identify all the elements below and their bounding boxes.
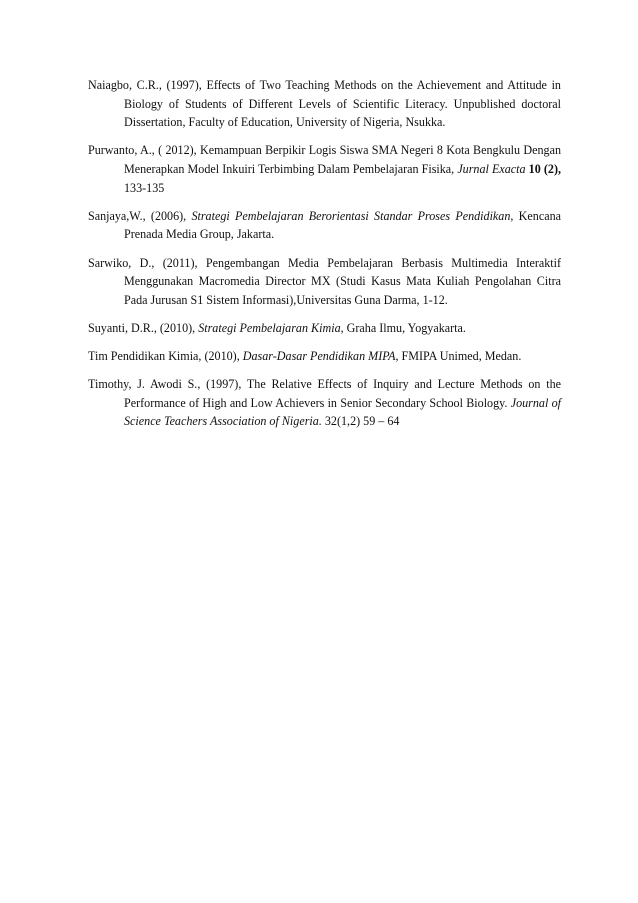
reference-journal: Journal of Science Teachers Association of Nigeria.	[124, 395, 561, 429]
reference-title: Pengembangan Media Pembelajaran Berbasis Multimedia Interaktif Menggunakan Macromedia Director MX (Studi Kasus Mata Kuliah Pengolahan Citra Pada Jurusan S1 Sistem Informasi),Universitas Guna Darma, 1-12.	[124, 255, 562, 307]
reference-author: Timothy, J. Awodi S., (1997),	[88, 377, 247, 392]
reference-publisher: , Kencana Prenada Media Group, Jakarta.	[124, 208, 561, 242]
reference-entry	[88, 319, 561, 338]
reference-journal: Jurnal Exacta	[457, 161, 526, 176]
reference-publisher: , FMIPA Unimed, Medan.	[395, 349, 522, 364]
reference-author: Naiagbo, C.R., (1997),	[88, 78, 207, 92]
reference-title: Effects of Two Teaching Methods on the Achievement and Attitude in Biology of Students of Different Levels of Scientific Literacy. Unpublished doctoral Dissertation, Faculty of Education, University of Nigeria, Nsukka.	[124, 78, 561, 130]
reference-title: Strategi Pembelajaran Berorientasi Standar Proses Pendidikan	[191, 208, 511, 223]
reference-title: The Relative Effects of Inquiry and Lecture Methods on the Performance of High and Low Achievers in Senior Secondary School Biology.	[124, 377, 561, 410]
reference-entry	[88, 141, 561, 197]
reference-author: Purwanto, A., ( 2012),	[88, 143, 201, 158]
reference-entry	[88, 347, 561, 366]
reference-author: Suyanti, D.R., (2010),	[88, 320, 199, 335]
reference-publisher: , Graha Ilmu, Yogyakarta.	[340, 320, 466, 335]
reference-entry	[88, 254, 561, 310]
reference-entry	[88, 76, 561, 132]
reference-title: Dasar-Dasar Pendidikan MIPA	[242, 349, 396, 364]
reference-pages: 133-135	[124, 180, 165, 195]
reference-volume: 10 (2),	[525, 161, 561, 176]
reference-pages: 32(1,2) 59 – 64	[321, 414, 400, 429]
reference-author: Sanjaya,W., (2006),	[88, 208, 192, 223]
reference-list	[88, 76, 561, 441]
reference-entry	[88, 375, 561, 431]
reference-title: Kemampuan Berpikir Logis Siswa SMA Negeri 8 Kota Bengkulu Dengan Menerapkan Model Inkuiri Terbimbing Dalam Pembelajaran Fisika,	[124, 143, 562, 176]
reference-author: Sarwiko, D., (2011),	[88, 255, 206, 270]
reference-title: Strategi Pembelajaran Kimia	[198, 320, 341, 335]
reference-author: Tim Pendidikan Kimia, (2010),	[88, 349, 243, 364]
reference-entry	[88, 207, 561, 244]
